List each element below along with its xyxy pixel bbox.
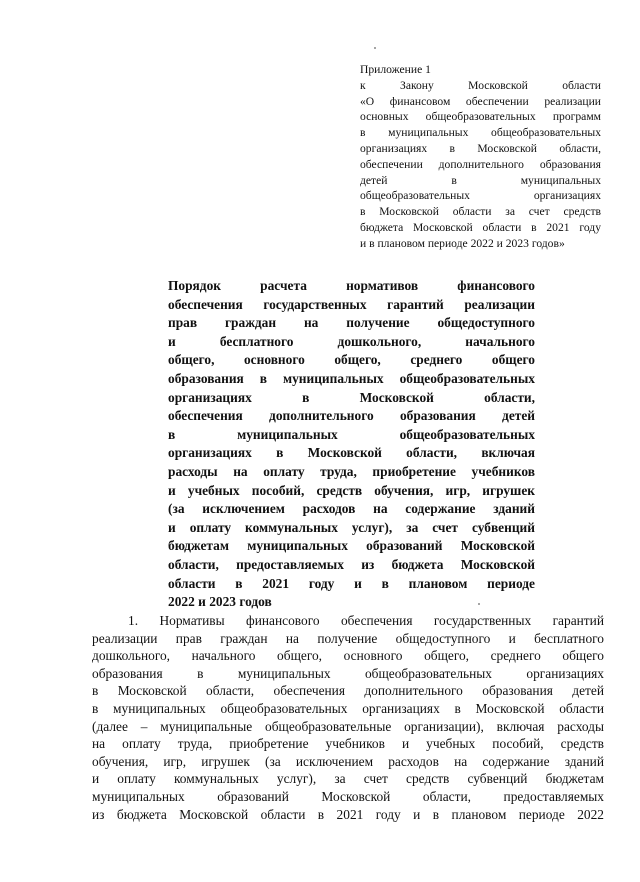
paragraph-line: дошкольного, начального общего, основного общего, среднего общего (92, 648, 604, 664)
appendix-line: бюджета Московской области в 2021 году (360, 220, 601, 234)
heading-line: расходы на оплату труда, приобретение учебников (168, 463, 535, 479)
heading-line: 2022 и 2023 годов (168, 594, 272, 610)
heading-line: обеспечения государственных гарантий реализации (168, 296, 535, 312)
appendix-title: Приложение 1 (360, 63, 431, 76)
heading-line: организациях в Московской области, включая (168, 445, 535, 461)
paragraph-line: 1. Нормативы финансового обеспечения государственных гарантий (128, 613, 604, 628)
heading-line: в муниципальных общеобразовательных (168, 426, 535, 442)
appendix-line: к Закону Московской области (360, 78, 601, 92)
appendix-line: в муниципальных общеобразовательных (360, 126, 601, 140)
appendix-line: и в плановом периоде 2022 и 2023 годов» (360, 236, 565, 250)
paragraph-line: из бюджета Московской области в 2021 году и в плановом периоде 2022 (92, 806, 604, 822)
heading-line: и бесплатного дошкольного, начального (168, 333, 535, 349)
heading-line: и оплату коммунальных услуг), за счет субвенций (168, 519, 535, 535)
appendix-line: общеобразовательных организациях (360, 189, 601, 203)
heading-line: Порядок расчета нормативов финансового (168, 278, 535, 293)
heading-line: обеспечения дополнительного образования детей (168, 408, 535, 424)
heading-line: общего, основного общего, среднего общего (168, 352, 535, 368)
scan-speck (374, 47, 376, 49)
paragraph-1 (92, 612, 604, 823)
paragraph-line: на оплату труда, приобретение учебников и учебных пособий, средств (92, 736, 604, 752)
appendix-line: основных общеобразовательных программ (360, 110, 601, 124)
paragraph-line: реализации прав граждан на получение общедоступного и бесплатного (92, 630, 604, 646)
heading-line: образования в муниципальных общеобразовательных (168, 370, 535, 386)
paragraph-line: образования в муниципальных общеобразовательных организациях (92, 665, 604, 681)
appendix-line: организациях в Московской области, (360, 141, 601, 155)
heading-line: и учебных пособий, средств обучения, игр, игрушек (168, 482, 535, 498)
scan-speck (478, 603, 480, 605)
paragraph-line: в муниципальных общеобразовательных организациях в Московской области (92, 700, 604, 716)
appendix-block (360, 62, 601, 252)
heading-line: (за исключением расходов на содержание зданий (168, 501, 535, 517)
paragraph-line: обучения, игр, игрушек (за исключением расходов на содержание зданий (92, 753, 604, 769)
paragraph-line: в Московской области, обеспечения дополнительного образования детей (92, 683, 604, 699)
paragraph-line: и оплату коммунальных услуг), за счет средств субвенций бюджетам (92, 771, 604, 787)
appendix-line: обеспечении дополнительного образования (360, 157, 601, 171)
heading-line: области в 2021 году и в плановом периоде (168, 575, 535, 591)
appendix-line: детей в муниципальных (360, 173, 601, 187)
document-heading (168, 277, 535, 612)
paragraph-line: (далее – муниципальные общеобразовательные организации), включая расходы (92, 718, 604, 734)
appendix-line: в Московской области за счет средств (360, 205, 601, 219)
heading-line: организациях в Московской области, (168, 389, 535, 405)
heading-line: прав граждан на получение общедоступного (168, 315, 535, 331)
heading-line: области, предоставляемых из бюджета Московской (168, 556, 535, 572)
appendix-line: «О финансовом обеспечении реализации (360, 94, 601, 108)
paragraph-line: муниципальных образований Московской области, предоставляемых (92, 788, 604, 804)
heading-line: бюджетам муниципальных образований Московской (168, 538, 535, 554)
